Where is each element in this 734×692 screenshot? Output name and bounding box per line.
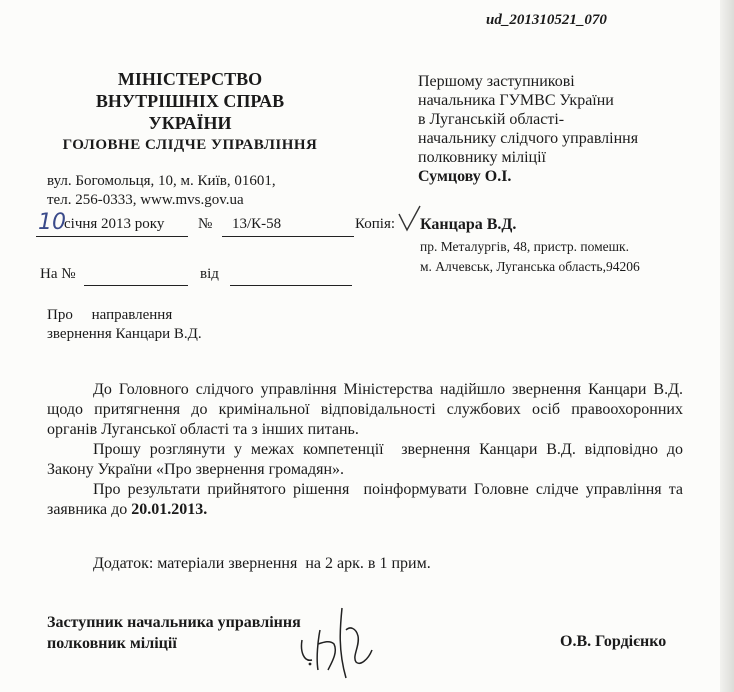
copy-recipient-address-2: м. Алчевськ, Луганська область,94206 <box>420 259 640 274</box>
check-mark-icon <box>398 204 422 232</box>
number-underline <box>222 236 354 237</box>
ministry-line-1: МІНІСТЕРСТВО <box>117 69 263 89</box>
letter-body <box>47 380 687 520</box>
subject-line-1: Про направлення <box>47 307 173 323</box>
signatory-title-2: полковник міліції <box>47 635 177 652</box>
ministry-header <box>40 68 340 156</box>
reference-date-line <box>230 285 352 286</box>
ministry-line-4: ГОЛОВНЕ СЛІДЧЕ УПРАВЛІННЯ <box>62 137 318 153</box>
letter-subject <box>47 306 202 344</box>
handwritten-signature <box>290 600 380 686</box>
deadline-date: 20.01.2013. <box>131 501 208 518</box>
reference-number-label: На № <box>40 266 76 282</box>
ministry-line-2: ВНУТРІШНІХ СПРАВ <box>95 91 285 111</box>
signatory-title-1: Заступник начальника управління <box>47 614 301 631</box>
signatory-name: О.В. Гордієнко <box>560 633 667 650</box>
recipient-line-5: полковнику міліції <box>418 149 546 166</box>
reference-number-line <box>84 285 188 286</box>
address-line-1: вул. Богомольця, 10, м. Київ, 01601, <box>47 173 276 189</box>
scan-edge <box>720 0 734 692</box>
outgoing-number: 13/К-58 <box>232 216 282 232</box>
date-handwritten: 10 <box>38 210 66 235</box>
body-paragraph-1: До Головного слідчого управління Міністерства надійшло звернення Канцари В.Д. щодо притягнення до кримінальної відповідальності службових осіб правоохоронних органів Луганської області та з інших питань. <box>47 381 683 438</box>
recipient-block <box>418 72 638 186</box>
ministry-line-3: УКРАЇНИ <box>148 113 232 133</box>
document-id: ud_201310521_070 <box>486 12 607 28</box>
date-underline <box>36 236 188 237</box>
sender-address <box>47 172 276 210</box>
recipient-line-3: в Луганській області- <box>418 111 565 128</box>
recipient-name: Сумцову О.І. <box>418 168 512 185</box>
recipient-line-2: начальника ГУМВС України <box>418 92 614 109</box>
number-label: № <box>198 216 213 232</box>
body-paragraph-2: Прошу розглянути у межах компетенції звернення Канцари В.Д. відповідно до Закону України «Про звернення громадян». <box>47 441 687 478</box>
reference-date-label: від <box>200 266 219 282</box>
recipient-line-1: Першому заступникові <box>418 73 575 90</box>
date-text: січня 2013 року <box>64 216 165 232</box>
subject-line-2: звернення Канцари В.Д. <box>47 326 202 342</box>
copy-label: Копія: <box>355 216 396 232</box>
copy-recipient-address-1: пр. Металургів, 48, пристр. помешк. <box>420 239 629 254</box>
address-line-2: тел. 256-0333, www.mvs.gov.ua <box>47 192 244 208</box>
recipient-line-4: начальнику слідчого управління <box>418 130 639 147</box>
attachment-note: Додаток: матеріали звернення на 2 арк. в 1 прим. <box>93 555 431 572</box>
signatory-titles <box>47 612 301 654</box>
body-paragraph-3-text: Про результати прийнятого рішення поінформувати Головне слідче управління та заявника до <box>47 481 687 518</box>
body-paragraph-3 <box>47 480 687 520</box>
copy-recipient-name: Канцара В.Д. <box>420 216 517 233</box>
